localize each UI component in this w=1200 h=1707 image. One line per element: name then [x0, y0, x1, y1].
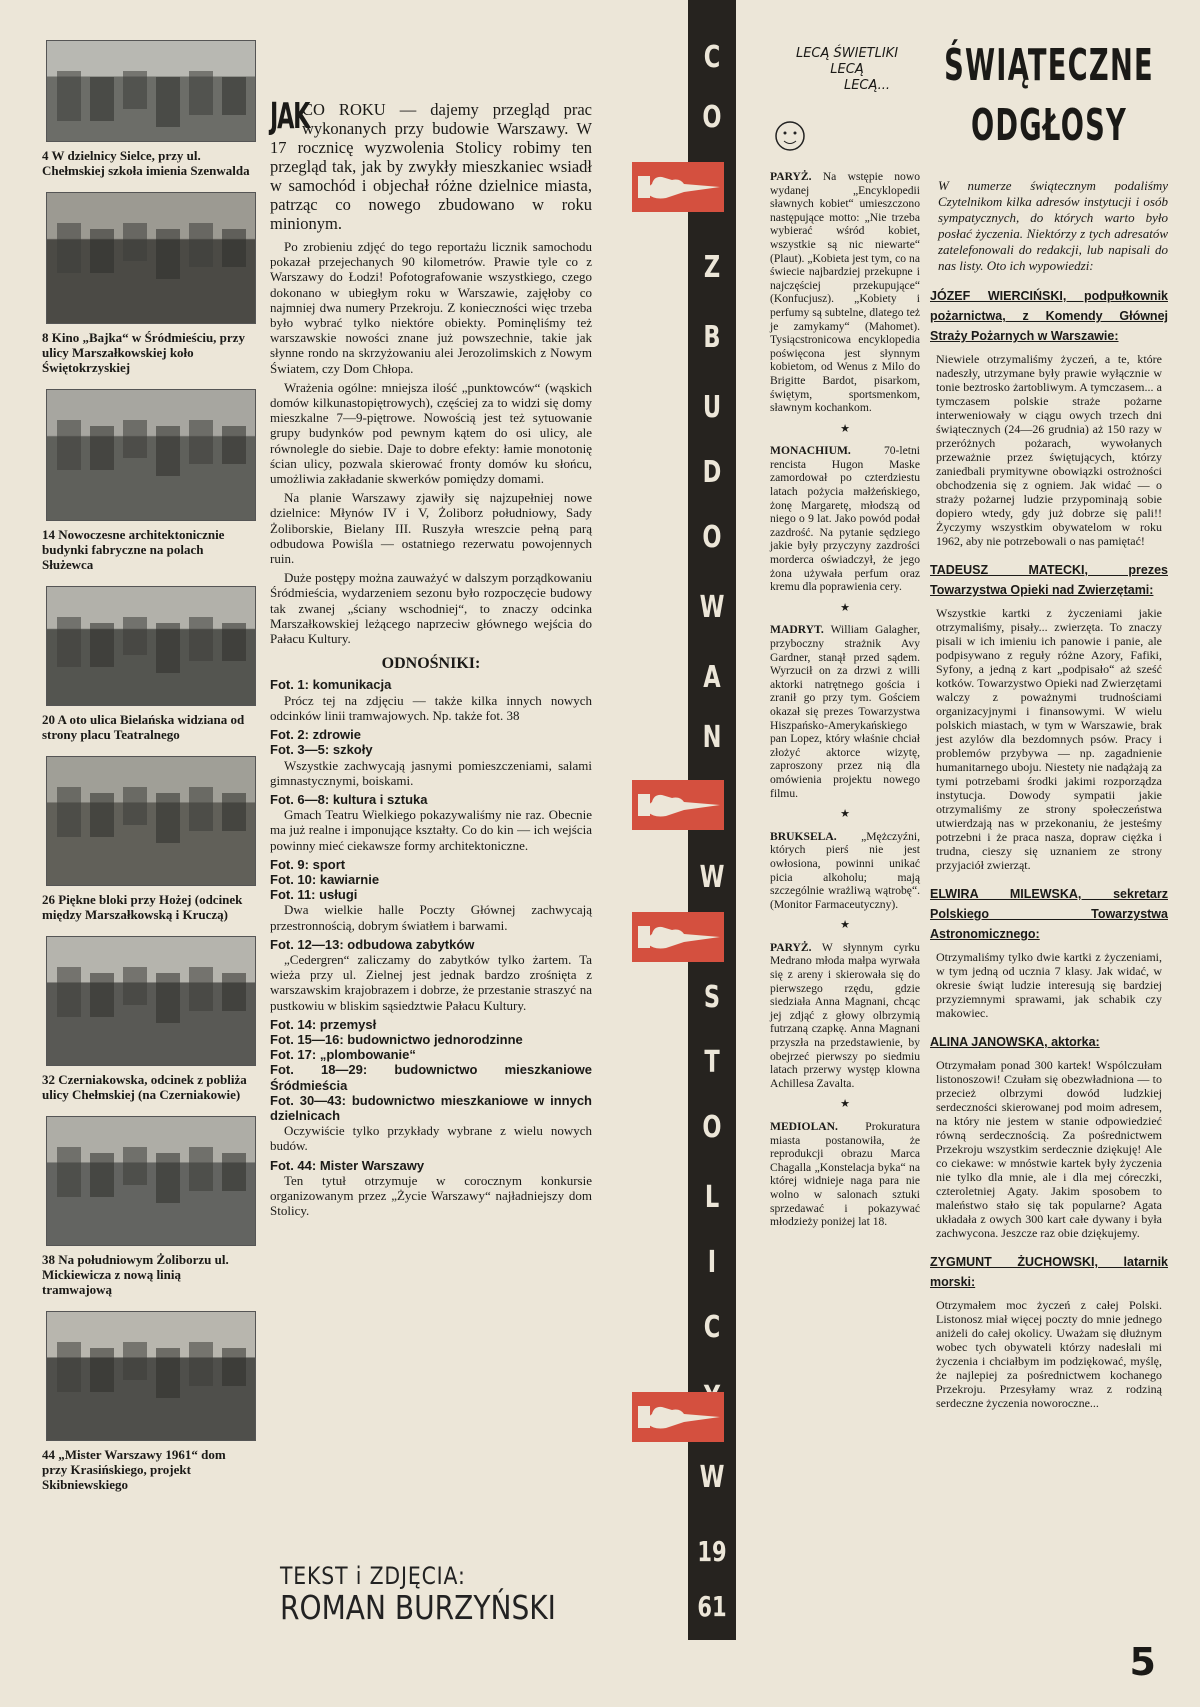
vertical-title-letter: T: [704, 1045, 720, 1080]
vertical-title-letter: W: [699, 860, 725, 895]
article-paragraph: Na planie Warszawy zjawiły się najzupełniej nowe dzielnice: Młynów IV i V, Żoliborz południowy, Sady Żoliborskie, Bielany III. Ruszyła wreszcie pełną parą odbudowa Powiśla — ostatniego rezerwatu powojennych ruin.: [270, 490, 592, 567]
reference-label: Fot. 17: „plombowanie“: [270, 1047, 416, 1063]
section-title: ŚWIĄTECZNE: [944, 40, 1154, 91]
reference-label: Fot. 6—8: kultura i sztuka: [270, 791, 428, 807]
entry-header: ELWIRA MILEWSKA, sekretarz Polskiego Towarzystwa Astronomicznego:: [930, 887, 1168, 941]
reference-label: Fot. 10: kawiarnie: [270, 871, 380, 887]
news-city: BRUKSELA.: [770, 829, 837, 843]
entry-text: Otrzymałem moc życzeń z całej Polski. Listonosz miał więcej poczty do mnie jednego aniżeli do całej okolicy. Uważam się dłużnym wobec tych obywateli którzy nadesłali mi życzenia i chciałbym im podziękować, myślę, że najlepiej za pośrednictwem kochanego Przekroju. Przesyłamy wraz z rodziną serdeczne życzenia noworoczne...: [936, 1298, 1162, 1410]
entry-header: ALINA JANOWSKA, aktorka:: [930, 1035, 1100, 1049]
vertical-title-letter: O: [702, 1110, 722, 1145]
reference-label: Fot. 9: sport: [270, 856, 346, 872]
photo-column: [42, 40, 252, 1506]
photo: [46, 389, 256, 521]
vertical-title-letter: W: [699, 1460, 725, 1495]
pointing-hand-icon: [632, 1392, 724, 1442]
vertical-title-letter: L: [704, 1180, 720, 1215]
reference-item: [270, 1062, 592, 1092]
reference-label: Fot. 11: usługi: [270, 887, 358, 903]
photo-caption: 44 „Mister Warszawy 1961“ dom przy Krasińskiego, projekt Skibniewskiego: [42, 1447, 226, 1492]
vertical-title-letter: 19: [697, 1535, 727, 1568]
entries: [930, 286, 1168, 1410]
vertical-title-letter: O: [702, 100, 722, 135]
vertical-title-letter: B: [703, 320, 721, 355]
reference-item: [270, 937, 592, 1013]
photo-caption: 4 W dzielnicy Sielce, przy ul. Chełmskiej szkoła imienia Szenwalda: [42, 148, 250, 178]
reference-text: Gmach Teatru Wielkiego pokazywaliśmy nie raz. Obecnie ma już realne i imponujące kształty. Co do kin — ich wejścia powinny mieć ciekawsze formy architektoniczne.: [270, 807, 592, 853]
entry-text: Otrzymałam ponad 300 kartek! Wspólczułam listonoszowi! Czułam się obezwładniona — to przecież olbrzymi dowód ludzkiej serdeczności skierowanej pod moim adresem, na który nie jestem w stanie odpowiedzieć równą serdecznością. Za pośrednictwem Przekroju wszystkim serdecznie dziękuję! Ale co ciekawe: w mnóstwie kartek były życzenia nie tylko dla mnie, ale i dla mej córeczki, czteroletniej Agaty. Jakim sposobem to maleństwo stało się tak popularne? Agata układała z owych 300 kart całe dywany i była zachwycona. Jeszcze raz obie dziękujemy.: [936, 1058, 1162, 1240]
vertical-title-letter: D: [702, 455, 722, 490]
separator-star-icon: ★: [840, 422, 850, 435]
reference-item: [270, 887, 592, 933]
news-city: MADRYT.: [770, 623, 824, 637]
reference-item: [270, 857, 592, 872]
pointing-hand-icon: [632, 912, 724, 962]
entry-header: ZYGMUNT ŻUCHOWSKI, latarnik morski:: [930, 1255, 1168, 1289]
photo: [46, 40, 256, 142]
article-paragraph: Po zrobieniu zdjęć do tego reportażu licznik samochodu pokazał przejechanych 90 kilometrów. Prawie tyle co z Warszawy do Łodzi! Pofotografowanie wszystkiego, czego dokonano w ubiegłym roku w Warszawie, zajęłoby co najmniej dwa numery Przekroju. Z konieczności więc trzeba było wybrać tylko niektóre obiekty. Pominęliśmy też warszawskie nowości znane już powszechnie, takie jak słynne rondo na skrzyżowaniu alei Jerozolimskich z Nowym Światem, czy Dom Chłopa.: [270, 239, 592, 376]
vertical-title-letter: W: [699, 590, 725, 625]
reference-label: Fot. 44: Mister Warszawy: [270, 1157, 425, 1173]
reference-item: [270, 677, 592, 723]
photo-caption: 32 Czerniakowska, odcinek z pobliża ulicy Chełmskiej (na Czerniakowie): [42, 1072, 247, 1102]
news-item: [770, 1120, 920, 1229]
photo: [46, 936, 256, 1066]
photo-caption: 14 Nowoczesne architektonicznie budynki fabryczne na polach Służewca: [42, 527, 225, 572]
references-list: [270, 677, 592, 1218]
entry-text: Niewiele otrzymaliśmy życzeń, a te, które nadeszły, utrzymane były prawie wyłącznie w tonie beztrosko żartobliwym. A tymczasem... a tymczasem polskie straże pożarne interweniowały w ciągu owych trzech dni świątecznych (24—26 grudnia) aż 150 razy w przeróżnych pożarach, wywołanych przeważnie przez świętujących, którzy zaniedbali prymitywne obowiązki ostrożności obchodzenia się z ogniem. Jak widać — o straży pożarnej ludzie przypominają sobie dopiero wtedy, gdy już dobrze się pali!! Życzymy wszystkim obywatelom w roku 1962, aby nie potrzebowali o nas pamiętać!: [936, 352, 1162, 548]
news-text: William Galagher, przyboczny strażnik Avy Gardner, stanął przed sądem. Wyrzucił on za drzwi z willi aktorki natrętnego gościa i zranił go przy tym. Gościem okazał się prezes Towarzystwa Hiszpańsko-Amerykańskiego pan Lopez, który właśnie chciał złożyć aktorce wizytę, zaproszony przez nią dla omówienia projektu nowego filmu.: [770, 623, 920, 800]
page-number: 5: [1129, 1640, 1156, 1684]
reference-item: [270, 742, 592, 788]
separator-star-icon: ★: [840, 601, 850, 614]
news-item: [770, 444, 920, 594]
credits: [280, 1562, 600, 1627]
reference-item: [270, 1032, 592, 1047]
photo-caption: 26 Piękne bloki przy Hożej (odcinek między Marszałkowską i Kruczą): [42, 892, 243, 922]
news-item: [770, 623, 920, 800]
article-lead: CO ROKU — dajemy przegląd prac wykonanych przy budowie Warszawy. W 17 rocznicę wyzwolenia Stolicy robimy ten przegląd tak, jak by zwykły mieszkaniec wsiadł w samochód i objechał różne dzielnice miasta, patrząc co nowego zbudowano w roku minionym.: [270, 100, 592, 233]
photo-caption: 38 Na południowym Żoliborzu ul. Mickiewicza z nową linią tramwajową: [42, 1252, 229, 1297]
reference-item: [270, 872, 592, 887]
references-heading: ODNOŚNIKI:: [381, 655, 481, 673]
reference-label: Fot. 30—43: budownictwo mieszkaniowe w innych dzielnicach: [270, 1092, 592, 1123]
vertical-title-letter: C: [703, 1310, 721, 1345]
photo: [46, 586, 256, 706]
column-logo: [770, 40, 920, 170]
vertical-title-letter: O: [702, 520, 722, 555]
vertical-title-letter: U: [702, 390, 722, 425]
pointing-hand-icon: [632, 780, 724, 830]
news-item: [770, 941, 920, 1091]
credits-label: TEKST i ZDJĘCIA:: [280, 1562, 466, 1590]
news-city: MEDIOLAN.: [770, 1120, 838, 1133]
entry-text: Otrzymaliśmy tylko dwie kartki z życzeniami, w tym jedną od ucznia 7 klasy. Jak widać, w okresie świąt ludzie interesują się bardziej przyziemnymi sprawami, jak schabik czy makowiec.: [936, 950, 1162, 1020]
vertical-title-letter: Z: [703, 250, 721, 285]
news-text: „Mężczyźni, których pierś nie jest owłosiona, powinni unikać picia alkoholu; mają szczególnie wrażliwą wątrobę“. (Monitor Farmaceutyczny).: [770, 829, 920, 911]
photo: [46, 192, 256, 324]
reference-label: Fot. 15—16: budownictwo jednorodzinne: [270, 1031, 523, 1047]
separator-star-icon: ★: [840, 1098, 850, 1111]
separator-star-icon: ★: [840, 808, 850, 821]
reference-text: „Cedergren“ zaliczamy do zabytków tylko żartem. Ta wieża przy ul. Zielnej jest jednak bardzo zrośnięta z warszawskim krajobrazem i dobrze, że przestanie straszyć na pustkowiu w bliskim sąsiedztwie Pałacu Kultury.: [270, 951, 592, 1013]
reference-text: Wszystkie zachwycają jasnymi pomieszczeniami, salami gimnastycznymi, boiskami.: [270, 757, 592, 788]
reference-label: Fot. 2: zdrowie: [270, 727, 361, 743]
face-icon: [770, 116, 810, 156]
news-text: Na wstępie nowo wydanej „Encyklopedii sławnych kobiet“ umieszczono następujące motto: „Nie trzeba wybierać wśród kobiet, wszystkie są nic niewarte“ (Plaut). „Kobieta jest tym, co na świecie najbardziej przekupne i najczęściej przekupujące“ (Konfucjusz). „Kobiety i perfumy są subtelne, dlatego też je zamykamy“ (Mahomet). Tysiącstronicowa encyklopedia poświęcona jest słynnym kobietom, od Wenus z Milo do Brigitte Bardot, pisarkom, świętym, sportsmenkom, sławnym kochankom.: [770, 170, 920, 415]
vertical-title-letter: C: [703, 40, 721, 75]
reference-text: Ten tytuł otrzymuje w corocznym konkursie organizowanym przez „Życie Warszawy“ najładniejszy dom Stolicy.: [270, 1172, 592, 1219]
reference-item: [270, 1093, 592, 1154]
section-title: ODGŁOSY: [970, 100, 1128, 151]
logo-line: LECĄ: [830, 62, 864, 77]
entry-header: JÓZEF WIERCIŃSKI, podpułkownik pożarnictwa, z Komendy Głównej Straży Pożarnych w Warszawie:: [930, 289, 1168, 343]
news-item: [770, 830, 920, 912]
reference-label: Fot. 12—13: odbudowa zabytków: [270, 936, 475, 952]
photo: [46, 1116, 256, 1246]
reference-label: Fot. 18—29: budownictwo mieszkaniowe Śródmieścia: [270, 1062, 592, 1093]
reference-item: [270, 1017, 592, 1032]
article: [270, 96, 592, 1222]
holiday-echoes: [930, 36, 1168, 1410]
separator-star-icon: ★: [840, 919, 850, 932]
article-paragraph: Wrażenia ogólne: mniejsza ilość „punktowców“ (wąskich domów kilkunastopiętrowych), częściej za to widzi się domy mieszkalne 7—9-piętrowe. Nowością jest też sytuowanie grupy budynków pod pewnym kątem do osi ulicy, ale równolegle do siebie. Daje to dobre efekty: łamie monotonię ścian ulicy, pozwala skierować fronty domów ku słońcu, umożliwia zakładanie skwerków pomiędzy domami.: [270, 379, 592, 487]
reference-label: Fot. 14: przemysł: [270, 1016, 377, 1032]
photo-caption: 20 A oto ulica Bielańska widziana od strony placu Teatralnego: [42, 712, 245, 742]
logo-line: LECĄ ŚWIETLIKI: [795, 46, 899, 61]
reference-text: Oczywiście tylko przykłady wybrane z wielu nowych budów.: [270, 1123, 592, 1154]
news-city: PARYŻ.: [770, 170, 812, 183]
reference-text: Dwa wielkie halle Poczty Głównej zachwycają przestronnością, dobrym światłem i barwami.: [270, 902, 592, 933]
news-text: W słynnym cyrku Medrano młoda małpa wyrwała się z areny i skierowała się do pierwszego rzędu, gdzie siedziała Anna Magnani, chcąc jej zdjąć z głowy olbrzymią futrzaną czapkę. Anna Magnani przyszła na przedstawienie, by obejrzeć pierwszy po siedmiu latach przerwy występ klowna Achillesa Zavalta.: [770, 940, 920, 1090]
reference-item: [270, 792, 592, 853]
pointing-hand-icon: [632, 162, 724, 212]
vertical-title-letter: 61: [697, 1590, 727, 1623]
entry-header: TADEUSZ MATECKI, prezes Towarzystwa Opieki nad Zwierzętami:: [930, 563, 1168, 597]
logo-line: LECĄ...: [843, 78, 891, 93]
reference-label: Fot. 1: komunikacja: [270, 677, 392, 693]
photo: [46, 756, 256, 886]
news-text: Prokuratura miasta postanowiła, że reprodukcji obrazu Marca Chagalla „Konstelacja byka“ na której widnieje naga para nie wolno w salonach sztuki sprzedawać i pokazywać młodzieży poniżej lat 18.: [770, 1120, 920, 1229]
news-text: 70-letni rencista Hugon Maske zamordował po czterdziestu latach pożycia małżeńskiego, żonę Margaretę, młodszą od niego o 9 lat. Jako powód podał zazdrość. Na pytanie sędziego jakie były przyczyny zazdrości morderca oświadczył, że jego żona używała perfum oraz kremu dla poprawienia cery.: [770, 444, 920, 594]
news-city: MONACHIUM.: [770, 444, 851, 458]
vertical-title-letter: N: [702, 720, 722, 755]
photo-caption: 8 Kino „Bajka“ w Śródmieściu, przy ulicy Marszałkowskiej koło Świętokrzyskiej: [42, 330, 245, 375]
reference-item: [270, 1047, 592, 1062]
news-item: [770, 170, 920, 415]
reference-item: [270, 1158, 592, 1219]
section-intro: W numerze świątecznym podaliśmy Czytelnikom kilka adresów instytucji i osób sympatycznych, do których warto było posłać życzenia. Niektórzy z tych adresatów zatelefonowali do redakcji, lub napisali do nas listy. Oto ich wypowiedzi:: [938, 178, 1168, 273]
news-column: [770, 170, 920, 1233]
credits-author: ROMAN BURZYŃSKI: [280, 1588, 556, 1627]
entry-text: Wszystkie kartki z życzeniami jakie otrzymaliśmy, pisały... zwierzęta. To znaczy pisali w ich imieniu ich panowie i panie, ale podpisywano z reguły różne Azory, Fafiki, Syfony, a jedną z kart „podpisało“ aż sześć kotków. Towarzystwo Opieki nad Zwierzętami walczy z poważnymi trudnościami organizacyjnymi i finansowymi. W wielu polskich miastach, w tym w Warszawie, brak jest azylów dla bezdomnych psów. Pracy i problemów przybywa — np. zagadnienie humanitarnego uboju. Niestety nie nadążają za tymi potrzebami środki jakimi rozporządza instytucja. Dowody sympatii jakie otrzymaliśmy ze strony społeczeństwa utwierdzają nas w przekonaniu, że jesteśmy potrzebni i że praca nasza, dopraw ciężka i trudna, cieszy się uznaniem ze strony przyjaciół zwierząt.: [936, 606, 1162, 872]
reference-item: [270, 727, 592, 742]
reference-label: Fot. 3—5: szkoły: [270, 742, 373, 758]
vertical-title-letter: S: [703, 980, 721, 1015]
article-drop-word: JAK: [270, 96, 310, 137]
news-city: PARYŻ.: [770, 940, 812, 954]
vertical-title-letter: I: [707, 1245, 717, 1280]
vertical-title-letter: A: [703, 660, 721, 695]
article-paragraph: Duże postępy można zauważyć w dalszym porządkowaniu Śródmieścia, wydarzeniem sezonu było rozpoczęcie budowy tak zwanej „ściany wschodniej“, to znaczy odcinka Marszałkowskiej leżącego naprzeciw głównego wejścia do Pałacu Kultury.: [270, 570, 592, 647]
photo: [46, 1311, 256, 1441]
reference-text: Prócz tej na zdjęciu — także kilka innych nowych odcinków linii tramwajowych. Np. także fot. 38: [270, 692, 592, 723]
